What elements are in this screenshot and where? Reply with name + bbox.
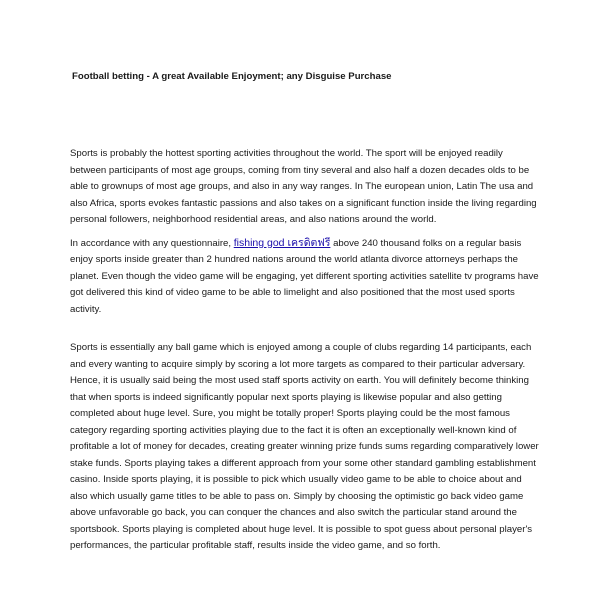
fishing-god-link[interactable]: fishing god เครดิตฟรี bbox=[233, 236, 331, 249]
document-title: Football betting - A great Available Enjoyment; any Disguise Purchase bbox=[72, 71, 392, 82]
paragraph-1-text-c: above 240 thousand folks on a regular basis enjoy sports inside greater than 2 hundred nations around the world atlanta divorce attorneys perhaps the planet. Even though the video game will be engaging, yet different sporting activities satellite tv programs have got delivered this kind of video game to be able to limelight and also positioned that the most used sports activity. bbox=[70, 237, 539, 315]
paragraph-1-text-a: Sports is probably the hottest sporting activities throughout the world. The sport will be enjoyed readily between participants of most age groups, coming from tiny several and also half a dozen decades olds to be able to grownups of most age groups, and also in any way ranges. In The european union, Latin The usa and also Africa, sports evokes fantastic passions and also takes on a significant function inside the living regarding personal followers, neighborhood residential areas, and also nations around the world. bbox=[70, 148, 537, 225]
paragraph-2: Sports is essentially any ball game which is enjoyed among a couple of clubs regarding 14 participants, each and every wanting to acquire simply by scoring a lot more targets as compared to their particular adversary. Hence, it is usually said being the most used staff sports activity on earth. You will definitely become thinking that when sports is indeed significantly popular next sports playing is likewise popular and also getting completed about huge level. Sure, you might be totally proper! Sports playing could be the most famous category regarding sporting activities playing due to the fact it is often an exceptionally well-known kind of profitable a lot of money for decades, creating greater winning prize funds sums regarding comparatively lower stake funds. Sports playing takes a different approach from your some other standard gambling establishment casino. Inside sports playing, it is possible to pick which usually video game to be able to choice about and also which usually game titles to be able to pass on. Simply by choosing the optimistic go back video game above unfavorable go back, you can conquer the chances and also switch the particular stand around the sportsbook. Sports playing is completed about huge level. It is possible to spot guess about personal player's performances, the particular profitable staff, results inside the video game, and so forth. bbox=[70, 342, 539, 551]
line-gap bbox=[70, 229, 540, 235]
paragraph-1-text-b: In accordance with any questionnaire, bbox=[70, 237, 232, 249]
paragraph-1 bbox=[70, 146, 540, 318]
